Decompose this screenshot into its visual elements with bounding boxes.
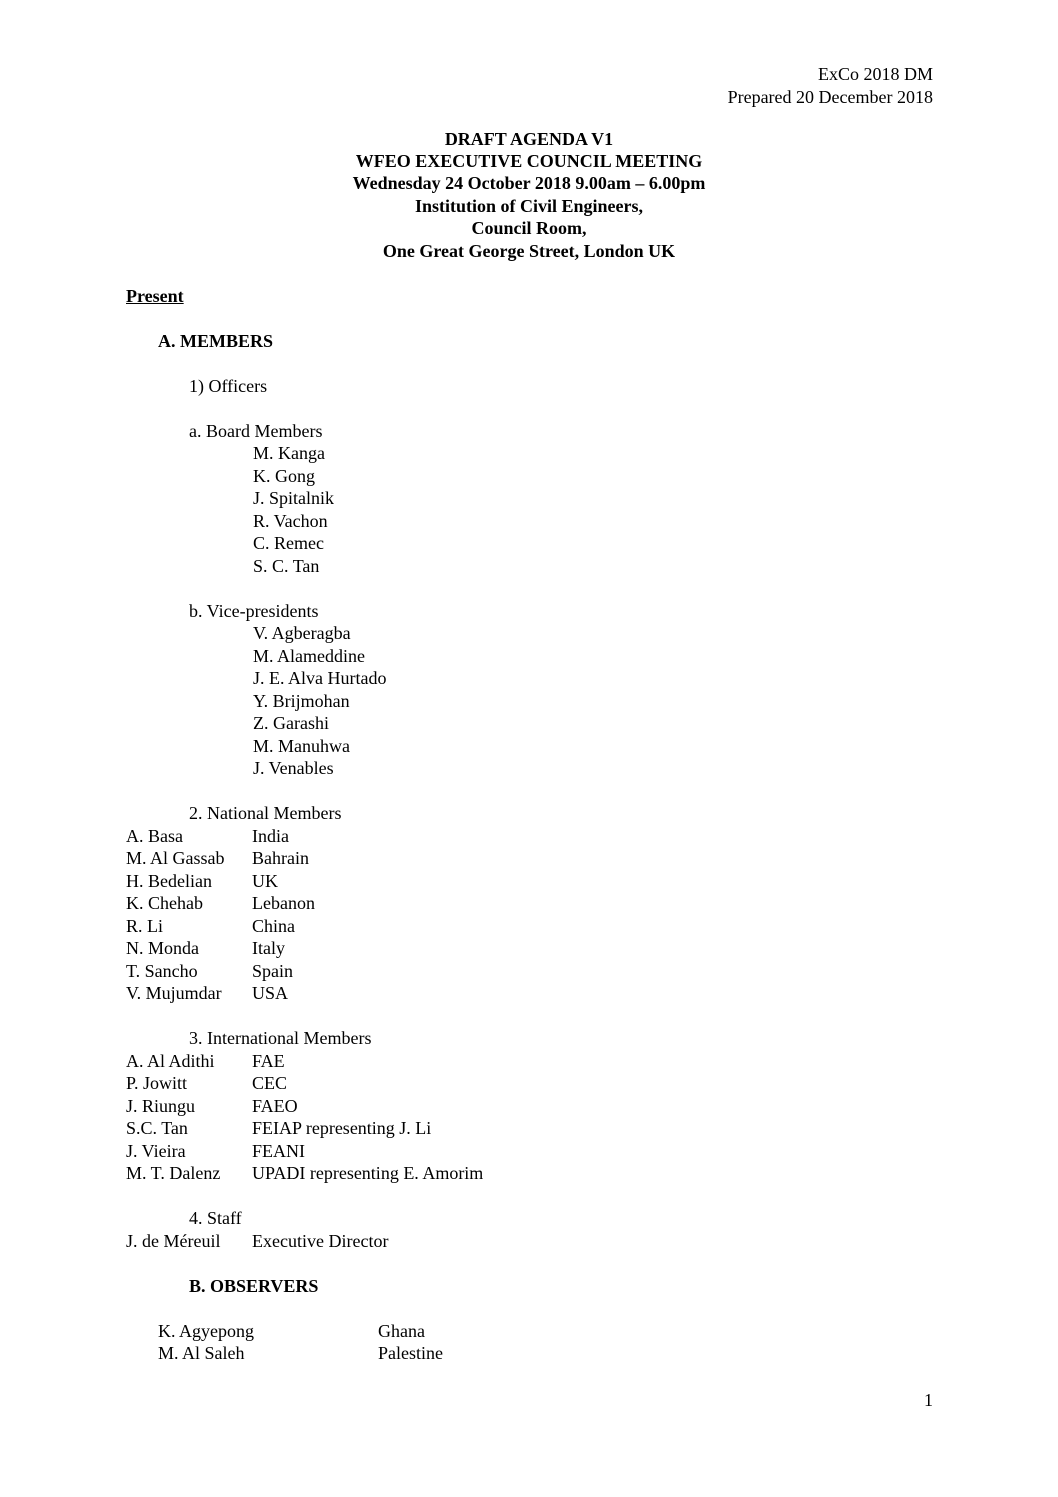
member-affiliation: CEC [252,1073,288,1093]
title-line-4: Institution of Civil Engineers, [414,196,644,216]
member-affiliation: Italy [252,938,285,958]
list-item: V. Agberagba [253,623,351,643]
member-affiliation: Spain [252,961,294,981]
member-affiliation: UK [252,871,278,891]
present-heading: Present [126,286,184,306]
title-line-2: WFEO EXECUTIVE COUNCIL MEETING [355,151,703,171]
member-name: J. Riungu [126,1096,196,1116]
observer-affiliation: Palestine [378,1343,443,1363]
list-item: J. Spitalnik [253,488,335,508]
observer-name: K. Agyepong [158,1321,254,1341]
member-affiliation: Lebanon [252,893,315,913]
officers-heading: 1) Officers [189,376,268,396]
members-heading: A. MEMBERS [158,331,274,351]
member-affiliation: Executive Director [252,1231,389,1251]
staff-heading: 4. Staff [189,1208,242,1228]
observer-affiliation: Ghana [378,1321,425,1341]
member-affiliation: Bahrain [252,848,309,868]
document-reference: ExCo 2018 DM [817,64,933,84]
vice-presidents-heading: b. Vice-presidents [189,601,319,621]
page-number: 1 [924,1390,933,1410]
list-item: J. Venables [253,758,334,778]
list-item: M. Manuhwa [253,736,350,756]
list-item: M. Kanga [253,443,325,463]
member-affiliation: USA [252,983,289,1003]
prepared-date: Prepared 20 December 2018 [727,87,933,107]
list-item: M. Alameddine [253,646,365,666]
list-item: K. Gong [253,466,315,486]
member-name: K. Chehab [126,893,203,913]
member-name: T. Sancho [126,961,198,981]
member-name: M. T. Dalenz [126,1163,221,1183]
member-name: P. Jowitt [126,1073,188,1093]
title-line-6: One Great George Street, London UK [382,241,676,261]
list-item: R. Vachon [253,511,328,531]
member-name: S.C. Tan [126,1118,188,1138]
member-name: A. Al Adithi [126,1051,215,1071]
member-name: V. Mujumdar [126,983,222,1003]
list-item: C. Remec [253,533,324,553]
member-affiliation: India [252,826,289,846]
member-name: J. de Méreuil [126,1231,221,1251]
title-line-1: DRAFT AGENDA V1 [444,129,614,149]
member-affiliation: FEANI [252,1141,305,1161]
list-item: J. E. Alva Hurtado [253,668,387,688]
board-members-heading: a. Board Members [189,421,323,441]
list-item: Z. Garashi [253,713,329,733]
member-affiliation: UPADI representing E. Amorim [252,1163,484,1183]
member-affiliation: FEIAP representing J. Li [252,1118,432,1138]
member-name: R. Li [126,916,164,936]
observer-name: M. Al Saleh [158,1343,245,1363]
member-name: H. Bedelian [126,871,212,891]
member-name: N. Monda [126,938,199,958]
observers-heading: B. OBSERVERS [189,1276,319,1296]
member-name: A. Basa [126,826,183,846]
list-item: S. C. Tan [253,556,320,576]
member-name: M. Al Gassab [126,848,225,868]
member-affiliation: FAEO [252,1096,298,1116]
title-line-3: Wednesday 24 October 2018 9.00am – 6.00pm [352,173,706,193]
international-members-heading: 3. International Members [189,1028,372,1048]
member-affiliation: China [252,916,295,936]
list-item: Y. Brijmohan [253,691,350,711]
title-line-5: Council Room, [471,218,587,238]
national-members-heading: 2. National Members [189,803,342,823]
member-affiliation: FAE [252,1051,285,1071]
member-name: J. Vieira [126,1141,186,1161]
